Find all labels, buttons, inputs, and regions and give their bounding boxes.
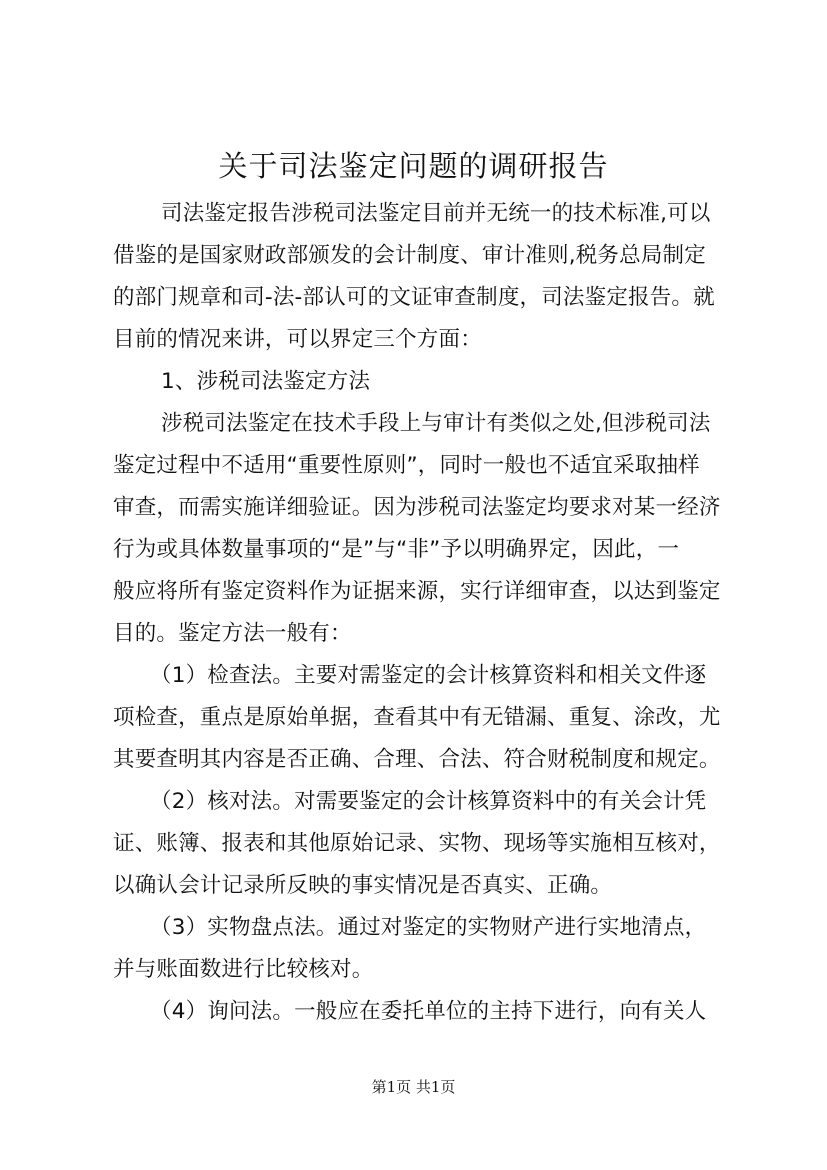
- list-item-line: （1）检查法。主要对需鉴定的会计核算资料和相关文件逐: [150, 663, 707, 688]
- section-heading: 1、涉税司法鉴定方法: [161, 369, 371, 394]
- list-item-line: （3）实物盘点法。通过对鉴定的实物财产进行实地清点，: [150, 915, 707, 940]
- paragraph-line: 目前的情况来讲，可以界定三个方面：: [113, 327, 482, 352]
- paragraph-line: 其要查明其内容是否正确、合理、合法、符合财税制度和规定。: [113, 747, 721, 772]
- paragraph-line: 行为或具体数量事项的“是”与“非”予以明确界定，因此，一: [113, 537, 680, 562]
- list-item-line: （4）询问法。一般应在委托单位的主持下进行，向有关人: [150, 999, 707, 1024]
- paragraph-line: 目的。鉴定方法一般有：: [113, 621, 352, 646]
- list-item-line: （2）核对法。对需要鉴定的会计核算资料中的有关会计凭: [150, 789, 707, 814]
- paragraph-line: 证、账簿、报表和其他原始记录、实物、现场等实施相互核对，: [113, 831, 721, 856]
- paragraph-line: 司法鉴定报告涉税司法鉴定目前并无统一的技术标准,可以: [161, 201, 711, 226]
- paragraph-line: 以确认会计记录所反映的事实情况是否真实、正确。: [113, 873, 613, 898]
- paragraph-line: 借鉴的是国家财政部颁发的会计制度、审计准则,税务总局制定: [113, 243, 706, 268]
- paragraph-line: 的部门规章和司-法-部认可的文证审查制度，司法鉴定报告。就: [113, 285, 715, 310]
- paragraph-line: 审查，而需实施详细验证。因为涉税司法鉴定均要求对某一经济: [113, 495, 721, 520]
- page-footer: 第1页 共1页: [371, 1078, 456, 1096]
- paragraph-line: 般应将所有鉴定资料作为证据来源，实行详细审查，以达到鉴定: [113, 579, 721, 604]
- document-title: 关于司法鉴定问题的调研报告: [218, 149, 609, 183]
- paragraph-line: 涉税司法鉴定在技术手段上与审计有类似之处,但涉税司法: [161, 411, 711, 436]
- paragraph-line: 项检查，重点是原始单据，查看其中有无错漏、重复、涂改，尤: [113, 705, 721, 730]
- paragraph-line: 并与账面数进行比较核对。: [113, 957, 374, 982]
- paragraph-line: 鉴定过程中不适用“重要性原则”，同时一般也不适宜采取抽样: [113, 453, 700, 478]
